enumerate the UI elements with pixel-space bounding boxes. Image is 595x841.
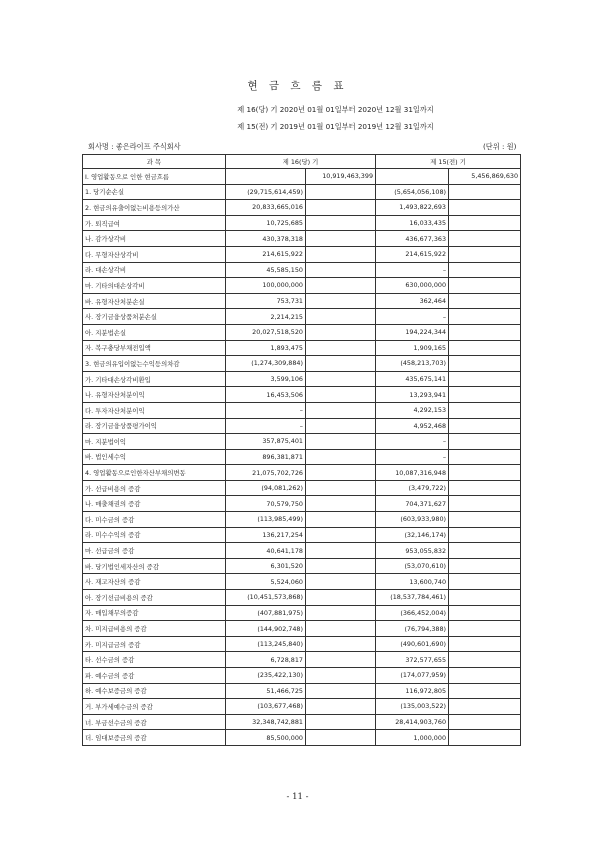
table-row <box>83 309 521 325</box>
current-detail-amount: (113,985,499) <box>226 512 306 528</box>
table-row <box>83 683 521 699</box>
prior-period-label: 제 15(전) 기 2019년 01월 01일부터 2019년 12월 31일까지 <box>237 122 434 131</box>
table-row <box>83 590 521 606</box>
current-total-amount <box>306 449 376 465</box>
current-total-amount <box>306 278 376 294</box>
table-row <box>83 527 521 543</box>
header-item: 과 목 <box>83 155 226 169</box>
row-item-label: 카. 미지급금의 증감 <box>83 636 226 652</box>
current-total-amount <box>306 636 376 652</box>
current-detail-amount: 40,641,178 <box>226 543 306 559</box>
prior-detail-amount: 362,464 <box>376 293 449 309</box>
row-item-label: 라. 장기금융상품평가이익 <box>83 418 226 434</box>
table-row <box>83 574 521 590</box>
current-detail-amount: 6,301,520 <box>226 558 306 574</box>
table-row <box>83 636 521 652</box>
prior-detail-amount: (458,213,703) <box>376 356 449 372</box>
table-row <box>83 340 521 356</box>
row-item-label: 차. 미지급비용의 증감 <box>83 621 226 637</box>
prior-total-amount <box>449 590 521 606</box>
current-total-amount: 10,919,463,399 <box>306 169 376 185</box>
prior-total-amount <box>449 512 521 528</box>
row-item-label: 너. 부금선수금의 증감 <box>83 714 226 730</box>
prior-detail-amount: 953,055,832 <box>376 543 449 559</box>
current-detail-amount <box>226 169 306 185</box>
current-detail-amount: (1,274,309,884) <box>226 356 306 372</box>
prior-total-amount <box>449 293 521 309</box>
row-item-label: 마. 기타의대손상각비 <box>83 278 226 294</box>
prior-detail-amount: 16,033,435 <box>376 215 449 231</box>
prior-detail-amount: 1,000,000 <box>376 730 449 746</box>
table-row <box>83 215 521 231</box>
prior-detail-amount: 28,414,903,760 <box>376 714 449 730</box>
row-item-label: 가. 퇴직급여 <box>83 215 226 231</box>
current-total-amount <box>306 340 376 356</box>
prior-total-amount <box>449 387 521 403</box>
prior-detail-amount: – <box>376 449 449 465</box>
table-row <box>83 558 521 574</box>
current-detail-amount: (144,902,748) <box>226 621 306 637</box>
row-item-label: 나. 감가상각비 <box>83 231 226 247</box>
row-item-label: I. 영업활동으로 인한 현금흐름 <box>83 169 226 185</box>
table-row <box>83 356 521 372</box>
current-detail-amount: 430,378,318 <box>226 231 306 247</box>
row-item-label: 다. 투자자산처분이익 <box>83 402 226 418</box>
current-detail-amount: 753,731 <box>226 293 306 309</box>
prior-detail-amount: (53,070,610) <box>376 558 449 574</box>
row-item-label: 4. 영업활동으로인한자산부채의변동 <box>83 465 226 481</box>
table-row <box>83 231 521 247</box>
current-total-amount <box>306 231 376 247</box>
current-detail-amount: (29,715,614,459) <box>226 184 306 200</box>
table-row <box>83 668 521 684</box>
table-row <box>83 730 521 746</box>
prior-total-amount <box>449 215 521 231</box>
current-total-amount <box>306 371 376 387</box>
current-detail-amount: 85,500,000 <box>226 730 306 746</box>
current-detail-amount: 10,725,685 <box>226 215 306 231</box>
table-row <box>83 480 521 496</box>
prior-detail-amount: 214,615,922 <box>376 246 449 262</box>
current-detail-amount: 32,348,742,881 <box>226 714 306 730</box>
current-detail-amount: 20,027,518,520 <box>226 324 306 340</box>
current-total-amount <box>306 309 376 325</box>
page-number: - 11 - <box>286 792 309 802</box>
current-detail-amount: 45,585,150 <box>226 262 306 278</box>
prior-total-amount <box>449 262 521 278</box>
current-detail-amount: 16,453,506 <box>226 387 306 403</box>
prior-total-amount <box>449 231 521 247</box>
row-item-label: 아. 지분법손실 <box>83 324 226 340</box>
table-row <box>83 262 521 278</box>
prior-total-amount <box>449 200 521 216</box>
prior-total-amount <box>449 730 521 746</box>
row-item-label: 2. 현금의유출이없는비용등의가산 <box>83 200 226 216</box>
prior-detail-amount: (366,452,004) <box>376 605 449 621</box>
prior-total-amount <box>449 278 521 294</box>
prior-detail-amount: (135,003,522) <box>376 699 449 715</box>
row-item-label: 마. 선급금의 증감 <box>83 543 226 559</box>
prior-total-amount <box>449 246 521 262</box>
current-total-amount <box>306 668 376 684</box>
prior-detail-amount: 436,677,363 <box>376 231 449 247</box>
current-total-amount <box>306 683 376 699</box>
prior-detail-amount: 372,577,655 <box>376 652 449 668</box>
prior-detail-amount: (5,654,056,108) <box>376 184 449 200</box>
current-detail-amount: 100,000,000 <box>226 278 306 294</box>
table-row <box>83 496 521 512</box>
current-total-amount <box>306 621 376 637</box>
prior-detail-amount: (3,479,722) <box>376 480 449 496</box>
row-item-label: 자. 복구충당부채전입액 <box>83 340 226 356</box>
row-item-label: 바. 유형자산처분손실 <box>83 293 226 309</box>
prior-total-amount <box>449 340 521 356</box>
current-detail-amount: 70,579,750 <box>226 496 306 512</box>
table-row <box>83 169 521 185</box>
current-total-amount <box>306 714 376 730</box>
current-detail-amount: 3,599,106 <box>226 371 306 387</box>
current-total-amount <box>306 512 376 528</box>
table-row <box>83 543 521 559</box>
company-name: 회사명 : 좋은라이프 주식회사 <box>88 142 181 151</box>
row-item-label: 아. 장기선급비용의 증감 <box>83 590 226 606</box>
prior-detail-amount: (603,933,980) <box>376 512 449 528</box>
current-detail-amount: (113,245,840) <box>226 636 306 652</box>
prior-detail-amount: 13,600,740 <box>376 574 449 590</box>
current-total-amount <box>306 184 376 200</box>
table-row <box>83 387 521 403</box>
current-detail-amount: (103,677,468) <box>226 699 306 715</box>
prior-total-amount <box>449 402 521 418</box>
table-row <box>83 621 521 637</box>
current-total-amount <box>306 246 376 262</box>
prior-detail-amount: 4,952,468 <box>376 418 449 434</box>
current-total-amount <box>306 590 376 606</box>
row-item-label: 사. 재고자산의 증감 <box>83 574 226 590</box>
row-item-label: 타. 선수금의 증감 <box>83 652 226 668</box>
prior-total-amount <box>449 371 521 387</box>
prior-total-amount <box>449 527 521 543</box>
table-row <box>83 449 521 465</box>
prior-total-amount <box>449 558 521 574</box>
current-total-amount <box>306 434 376 450</box>
current-total-amount <box>306 418 376 434</box>
table-row <box>83 652 521 668</box>
table-row <box>83 200 521 216</box>
prior-detail-amount: (490,601,690) <box>376 636 449 652</box>
current-total-amount <box>306 402 376 418</box>
row-item-label: 자. 매입채무의증감 <box>83 605 226 621</box>
current-total-amount <box>306 465 376 481</box>
row-item-label: 파. 예수금의 증감 <box>83 668 226 684</box>
current-detail-amount: 136,217,254 <box>226 527 306 543</box>
prior-detail-amount: 10,087,316,948 <box>376 465 449 481</box>
row-item-label: 더. 임대보증금의 증감 <box>83 730 226 746</box>
current-detail-amount: 5,524,060 <box>226 574 306 590</box>
row-item-label: 다. 미수금의 증감 <box>83 512 226 528</box>
prior-total-amount <box>449 309 521 325</box>
prior-total-amount <box>449 605 521 621</box>
prior-detail-amount: 1,909,165 <box>376 340 449 356</box>
prior-detail-amount: – <box>376 262 449 278</box>
current-detail-amount: 896,381,871 <box>226 449 306 465</box>
row-item-label: 바. 당기법인세자산의 증감 <box>83 558 226 574</box>
prior-total-amount <box>449 324 521 340</box>
current-detail-amount: (94,081,262) <box>226 480 306 496</box>
current-total-amount <box>306 527 376 543</box>
row-item-label: 가. 선급비용의 증감 <box>83 480 226 496</box>
prior-detail-amount: 116,972,805 <box>376 683 449 699</box>
prior-total-amount <box>449 668 521 684</box>
current-total-amount <box>306 574 376 590</box>
current-total-amount <box>306 558 376 574</box>
prior-detail-amount: 704,371,627 <box>376 496 449 512</box>
table-row <box>83 418 521 434</box>
prior-detail-amount: (174,077,959) <box>376 668 449 684</box>
row-item-label: 마. 지분법이익 <box>83 434 226 450</box>
current-detail-amount: 357,875,401 <box>226 434 306 450</box>
prior-total-amount <box>449 480 521 496</box>
header-prior-period: 제 15(전) 기 <box>376 155 521 169</box>
prior-detail-amount: 435,675,141 <box>376 371 449 387</box>
table-row <box>83 278 521 294</box>
prior-total-amount <box>449 184 521 200</box>
prior-total-amount: 5,456,869,630 <box>449 169 521 185</box>
row-item-label: 라. 미수수익의 증감 <box>83 527 226 543</box>
table-row <box>83 605 521 621</box>
current-period-label: 제 16(당) 기 2020년 01월 01일부터 2020년 12월 31일까지 <box>237 105 434 114</box>
statement-title: 현 금 흐 름 표 <box>247 80 348 92</box>
table-row <box>83 434 521 450</box>
prior-detail-amount: (32,146,174) <box>376 527 449 543</box>
table-row <box>83 371 521 387</box>
current-total-amount <box>306 324 376 340</box>
prior-detail-amount: 13,293,941 <box>376 387 449 403</box>
current-detail-amount: 51,466,725 <box>226 683 306 699</box>
prior-total-amount <box>449 683 521 699</box>
current-total-amount <box>306 652 376 668</box>
current-detail-amount: 6,728,817 <box>226 652 306 668</box>
current-detail-amount: (407,881,975) <box>226 605 306 621</box>
prior-detail-amount: – <box>376 434 449 450</box>
table-row <box>83 324 521 340</box>
table-row <box>83 714 521 730</box>
prior-detail-amount <box>376 169 449 185</box>
row-item-label: 거. 부가세예수금의 증감 <box>83 699 226 715</box>
prior-detail-amount: 1,493,822,693 <box>376 200 449 216</box>
prior-detail-amount: 630,000,000 <box>376 278 449 294</box>
prior-detail-amount: (18,537,784,461) <box>376 590 449 606</box>
prior-total-amount <box>449 496 521 512</box>
row-item-label: 사. 장기금융상품처분손실 <box>83 309 226 325</box>
prior-total-amount <box>449 465 521 481</box>
current-detail-amount: (235,422,130) <box>226 668 306 684</box>
prior-total-amount <box>449 356 521 372</box>
current-total-amount <box>306 730 376 746</box>
current-detail-amount: (10,451,573,868) <box>226 590 306 606</box>
current-detail-amount: 2,214,215 <box>226 309 306 325</box>
row-item-label: 하. 예수보증금의 증감 <box>83 683 226 699</box>
current-total-amount <box>306 262 376 278</box>
current-detail-amount: 21,075,702,726 <box>226 465 306 481</box>
current-total-amount <box>306 293 376 309</box>
current-total-amount <box>306 215 376 231</box>
table-row <box>83 293 521 309</box>
row-item-label: 3. 현금의유입이없는수익등의차감 <box>83 356 226 372</box>
row-item-label: 1. 당기순손실 <box>83 184 226 200</box>
current-total-amount <box>306 387 376 403</box>
prior-total-amount <box>449 699 521 715</box>
current-total-amount <box>306 356 376 372</box>
current-detail-amount: – <box>226 402 306 418</box>
table-row <box>83 465 521 481</box>
row-item-label: 나. 유형자산처분이익 <box>83 387 226 403</box>
current-total-amount <box>306 543 376 559</box>
prior-total-amount <box>449 449 521 465</box>
table-header-row <box>83 155 521 169</box>
row-item-label: 가. 기타대손상각비환입 <box>83 371 226 387</box>
prior-detail-amount: 4,292,153 <box>376 402 449 418</box>
row-item-label: 다. 무형자산상각비 <box>83 246 226 262</box>
current-total-amount <box>306 605 376 621</box>
current-detail-amount: – <box>226 418 306 434</box>
current-total-amount <box>306 496 376 512</box>
table-row <box>83 246 521 262</box>
row-item-label: 나. 매출채권의 증감 <box>83 496 226 512</box>
current-detail-amount: 1,893,475 <box>226 340 306 356</box>
prior-total-amount <box>449 714 521 730</box>
current-detail-amount: 20,833,665,016 <box>226 200 306 216</box>
prior-total-amount <box>449 434 521 450</box>
current-total-amount <box>306 200 376 216</box>
currency-unit: (단위 : 원) <box>483 142 517 151</box>
prior-total-amount <box>449 543 521 559</box>
header-current-period: 제 16(당) 기 <box>226 155 376 169</box>
current-detail-amount: 214,615,922 <box>226 246 306 262</box>
prior-total-amount <box>449 574 521 590</box>
current-total-amount <box>306 699 376 715</box>
table-row <box>83 699 521 715</box>
current-total-amount <box>306 480 376 496</box>
row-item-label: 라. 대손상각비 <box>83 262 226 278</box>
cash-flow-table <box>82 154 521 746</box>
table-row <box>83 402 521 418</box>
prior-detail-amount: – <box>376 309 449 325</box>
prior-detail-amount: 194,224,344 <box>376 324 449 340</box>
table-body <box>83 169 521 746</box>
prior-total-amount <box>449 636 521 652</box>
row-item-label: 바. 법인세수익 <box>83 449 226 465</box>
prior-detail-amount: (76,794,388) <box>376 621 449 637</box>
table-row <box>83 184 521 200</box>
prior-total-amount <box>449 652 521 668</box>
prior-total-amount <box>449 621 521 637</box>
table-row <box>83 512 521 528</box>
prior-total-amount <box>449 418 521 434</box>
